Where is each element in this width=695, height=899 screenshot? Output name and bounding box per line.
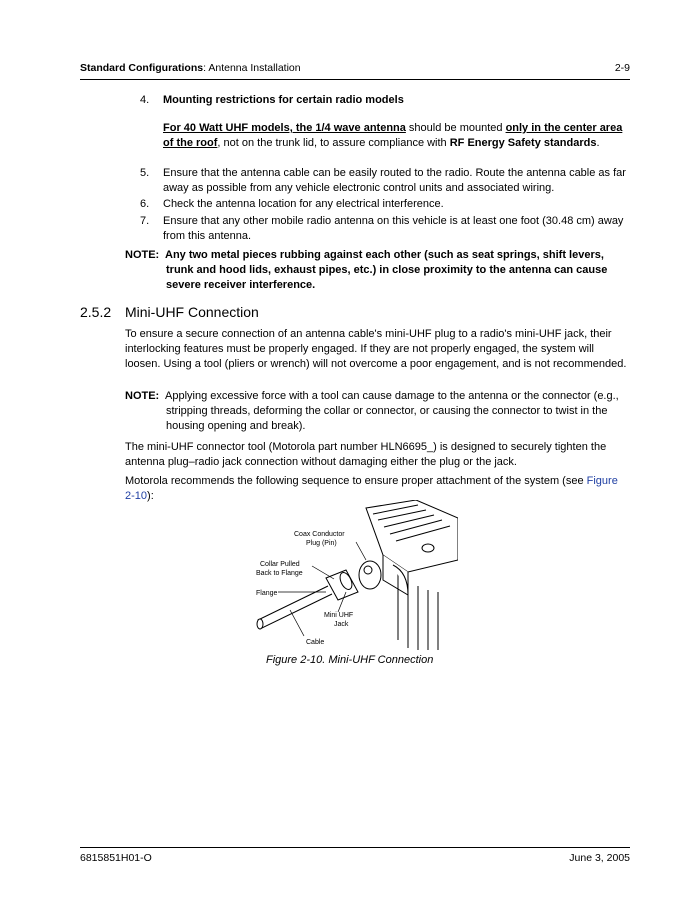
svg-text:Jack: Jack: [334, 621, 349, 628]
list-item-4: 4. Mounting restrictions for certain radio models: [140, 93, 630, 108]
paragraph-intro: To ensure a secure connection of an antenna cable's mini-UHF plug to a radio's mini-UHF jack, their interlocking features must be properly engaged. If they are not properly engaged, the system will loosen. Using a tool (pliers or wrench) will not overcome a poor engagement, and is not recommended.: [125, 328, 627, 370]
label-jack: Mini UHF: [324, 612, 354, 619]
section-number: 2.5.2: [80, 304, 112, 320]
list-item-7: 7. Ensure that any other mobile radio antenna on this vehicle is at least one foot (30.48 cm) away from this antenna.: [140, 215, 624, 242]
note-interference: [125, 248, 630, 293]
header-rule: [80, 79, 630, 80]
section-title: Mini-UHF Connection: [125, 304, 259, 320]
label-collar: Collar Pulled: [260, 561, 300, 568]
list-item-6: 6. Check the antenna location for any electrical interference.: [140, 198, 444, 210]
mini-uhf-illustration: [248, 500, 458, 650]
svg-text:Back to Flange: Back to Flange: [256, 570, 303, 577]
note-force: NOTE: Applying excessive force with a tool can cause damage to the antenna or the connector (e.g., stripping threads, deforming the collar or connector, or causing the connector to twist in the housing opening and break).: [125, 390, 619, 432]
figure-link[interactable]: Figure 2-10: [125, 475, 618, 502]
page-header: [80, 62, 630, 76]
header-page-number: 2-9: [614, 62, 630, 74]
label-cable: Cable: [306, 639, 325, 646]
label-coax: Coax Conductor: [294, 531, 345, 538]
footer-rule: [80, 847, 630, 848]
note-text: Any two metal pieces rubbing against each other (such as seat springs, shift levers, trunk and hood lids, exhaust pipes, etc.) in close proximity to the antenna can cause severe receiver interference.: [165, 249, 608, 291]
paragraph-sequence: Motorola recommends the following sequence to ensure proper attachment of the system (see Figure 2-10):: [125, 475, 618, 502]
footer-date: June 3, 2005: [569, 852, 630, 864]
list-item-4-paragraph: For 40 Watt UHF models, the 1/4 wave antenna should be mounted only in the center area of the roof, not on the trunk lid, to assure compliance with RF Energy Safety standards.: [163, 122, 623, 149]
label-flange: Flange: [256, 590, 278, 597]
header-section: Standard Configurations: Antenna Installation: [80, 62, 301, 74]
footer-doc-number: 6815851H01-O: [80, 852, 152, 864]
note-label: NOTE:: [125, 249, 160, 261]
figure-mini-uhf: [248, 500, 458, 650]
figure-caption: Figure 2-10. Mini-UHF Connection: [266, 654, 434, 666]
svg-text:Plug (Pin): Plug (Pin): [306, 540, 337, 547]
paragraph-tool: The mini-UHF connector tool (Motorola part number HLN6695_) is designed to securely tighten the antenna plug–radio jack connection without damaging either the plug or the jack.: [125, 441, 607, 468]
list-item-5: 5. Ensure that the antenna cable can be easily routed to the radio. Route the antenna cable as far away as possible from any vehicle electronic control units and associated wiring.: [140, 167, 626, 194]
section-heading: [80, 304, 259, 320]
list-item-4-title: Mounting restrictions for certain radio models: [163, 94, 404, 106]
